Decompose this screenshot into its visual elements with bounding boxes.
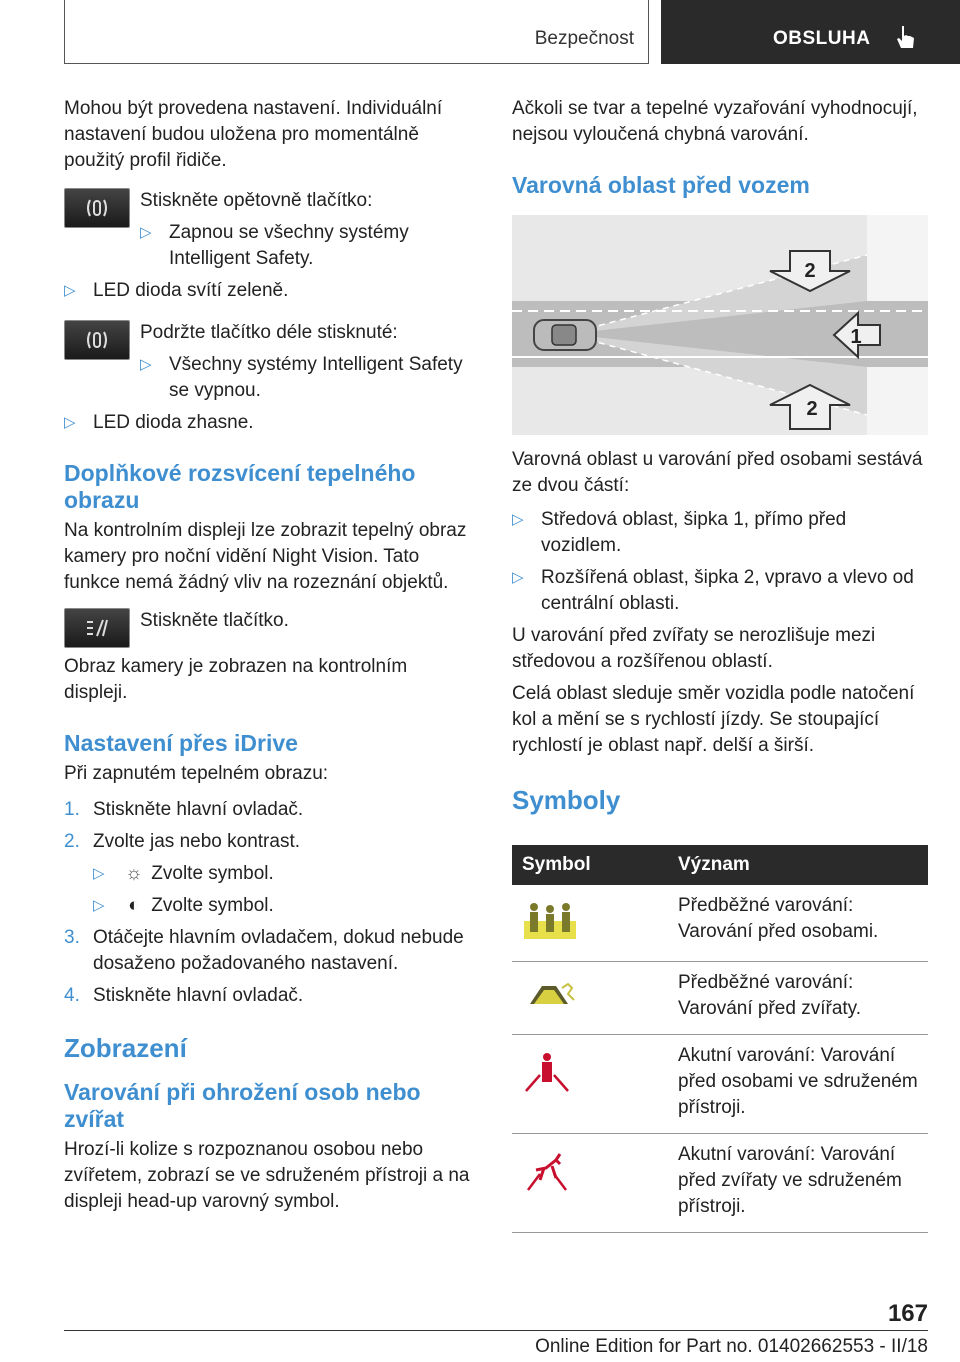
camera-paragraph: Obraz kamery je zobrazen na kontrolním displeji. [64, 656, 408, 703]
right-column [512, 96, 928, 1233]
whole-zone-paragraph: Celá oblast sleduje směr vozidla podle natočení kol a mění se s rychlostí jízdy. Se stoupající rychlostí je oblast např. delší a širší. [512, 683, 915, 756]
list-item: ▷ Středová oblast, šipka 1, přímo před vozidlem. [512, 509, 847, 556]
list-item: 4. Stiskněte hlavní ovladač. [64, 985, 304, 1006]
heading-warning-zone: Varovná oblast před vozem [512, 172, 810, 198]
intelligent-safety-button [64, 188, 130, 228]
hold-text: Podržte tlačítko déle stisknuté: [140, 322, 398, 343]
night-vision-icon [83, 616, 113, 640]
page-number: 167 [887, 1300, 928, 1327]
heading-display: Zobrazení [64, 1033, 187, 1063]
list-item: ▷ Všechny systémy Intelligent Safety se vypnou. [140, 354, 463, 401]
bullet-triangle-icon: ▷ [512, 569, 524, 586]
arrow-2-bottom-label: 2 [806, 398, 818, 420]
warning-zone-illustration [512, 215, 928, 435]
list-item: 1. Stiskněte hlavní ovladač. [64, 799, 304, 820]
intro-paragraph: Mohou být provedena nastavení. Individuální nastavení budou uložena pro momentálně použitý profil řidiče. [64, 98, 443, 171]
bullet-triangle-icon: ▷ [64, 282, 76, 299]
button-row-night-vision [64, 608, 474, 648]
animals-paragraph: U varování před zvířaty se nerozlišuje mezi středovou a rozšířenou oblastí. [512, 625, 876, 672]
bullet-triangle-icon: ▷ [140, 224, 152, 241]
warning-paragraph: Hrozí-li kolize s rozpoznanou osobou nebo zvířetem, zobrazí se ve sdruženém přístroji a na displeji head-up varovný symbol. [64, 1139, 470, 1212]
list-item: 2. Zvolte jas nebo kontrast. [64, 831, 300, 852]
bullet-triangle-icon: ▷ [93, 865, 105, 882]
pedestrian-acute-warning-icon [522, 1051, 572, 1095]
heading-extra-illumination: Doplňkové rozsvícení tepelného obrazu [64, 460, 416, 513]
table-row [512, 1035, 928, 1134]
animal-prewarning-icon [522, 978, 578, 1008]
car-icon [534, 320, 596, 350]
bullet-triangle-icon: ▷ [512, 511, 524, 528]
list-item: ▷ Rozšířená oblast, šipka 2, vpravo a vlevo od centrální oblasti. [512, 567, 914, 614]
arrow-2-top-label: 2 [804, 260, 816, 282]
table-row [512, 1134, 928, 1233]
list-item: ▷ Zapnou se všechny systémy Intelligent Safety. [140, 222, 409, 269]
footer-divider [64, 1330, 928, 1331]
button-row-hold [64, 320, 474, 404]
list-item: ▷ LED dioda svítí zeleně. [64, 278, 474, 304]
idrive-paragraph: Při zapnutém tepelném obrazu: [64, 763, 329, 784]
pointing-hand-icon [895, 24, 917, 50]
symbol-meaning: Předběžné varování: Varování před zvířaty. [668, 962, 928, 1035]
symbol-meaning: Akutní varování: Varování před zvířaty ve sdruženém přístroji. [668, 1134, 928, 1233]
extra-paragraph: Na kontrolním displeji lze zobrazit tepelný obraz kamery pro noční vidění Night Vision. Tato funkce nemá žádný vliv na rozeznání objektů. [64, 520, 467, 593]
pedestrians-prewarning-icon [522, 901, 578, 941]
press-text: Stiskněte tlačítko. [140, 610, 289, 631]
bullet-triangle-icon: ▷ [64, 414, 76, 431]
list-item: ▷ LED dioda zhasne. [64, 410, 474, 436]
zone-paragraph: Varovná oblast u varování před osobami sestává ze dvou částí: [512, 449, 923, 496]
list-item: ▷ ☼ Zvolte symbol. [64, 861, 474, 887]
night-vision-button [64, 608, 130, 648]
header-chapter [661, 0, 960, 64]
brightness-icon: ☼ [125, 863, 143, 884]
symbol-meaning: Předběžné varování: Varování před osobami. [668, 885, 928, 962]
heading-symbols: Symboly [512, 785, 621, 815]
false-warning-paragraph: Ačkoli se tvar a tepelné vyzařování vyhodnocují, nejsou vyloučená chybná varování. [512, 98, 918, 145]
intelligent-safety-icon [83, 196, 111, 220]
col-header-symbol: Symbol [512, 845, 668, 885]
press-again-text: Stiskněte opětovně tlačítko: [140, 190, 373, 211]
animal-acute-warning-icon [522, 1150, 572, 1194]
table-row [512, 962, 928, 1035]
header-section-title: Bezpečnost [534, 28, 634, 49]
list-item: 3. Otáčejte hlavním ovladačem, dokud nebude dosaženo požadovaného nastavení. [64, 927, 464, 974]
list-item: ▷ ◐ Zvolte symbol. [64, 893, 474, 919]
table-row [512, 885, 928, 962]
arrow-1-label: 1 [850, 326, 862, 348]
table-header [512, 845, 928, 885]
bullet-triangle-icon: ▷ [93, 897, 105, 914]
contrast-icon: ◐ [128, 895, 140, 916]
bullet-triangle-icon: ▷ [140, 356, 152, 373]
symbols-table [512, 845, 928, 1233]
footer-edition: Online Edition for Part no. 01402662553 - II/18 [535, 1336, 928, 1357]
intelligent-safety-button [64, 320, 130, 360]
header-chapter-title: OBSLUHA [773, 28, 871, 49]
heading-warning: Varování při ohrožení osob nebo zvířat [64, 1079, 421, 1132]
heading-idrive: Nastavení přes iDrive [64, 730, 298, 756]
button-row-press-again [64, 188, 474, 272]
col-header-meaning: Význam [668, 845, 928, 885]
intelligent-safety-icon [83, 328, 111, 352]
left-column [64, 96, 474, 1215]
symbol-meaning: Akutní varování: Varování před osobami ve sdruženém přístroji. [668, 1035, 928, 1134]
warning-zone-diagram [512, 215, 928, 435]
header-section [64, 0, 649, 64]
